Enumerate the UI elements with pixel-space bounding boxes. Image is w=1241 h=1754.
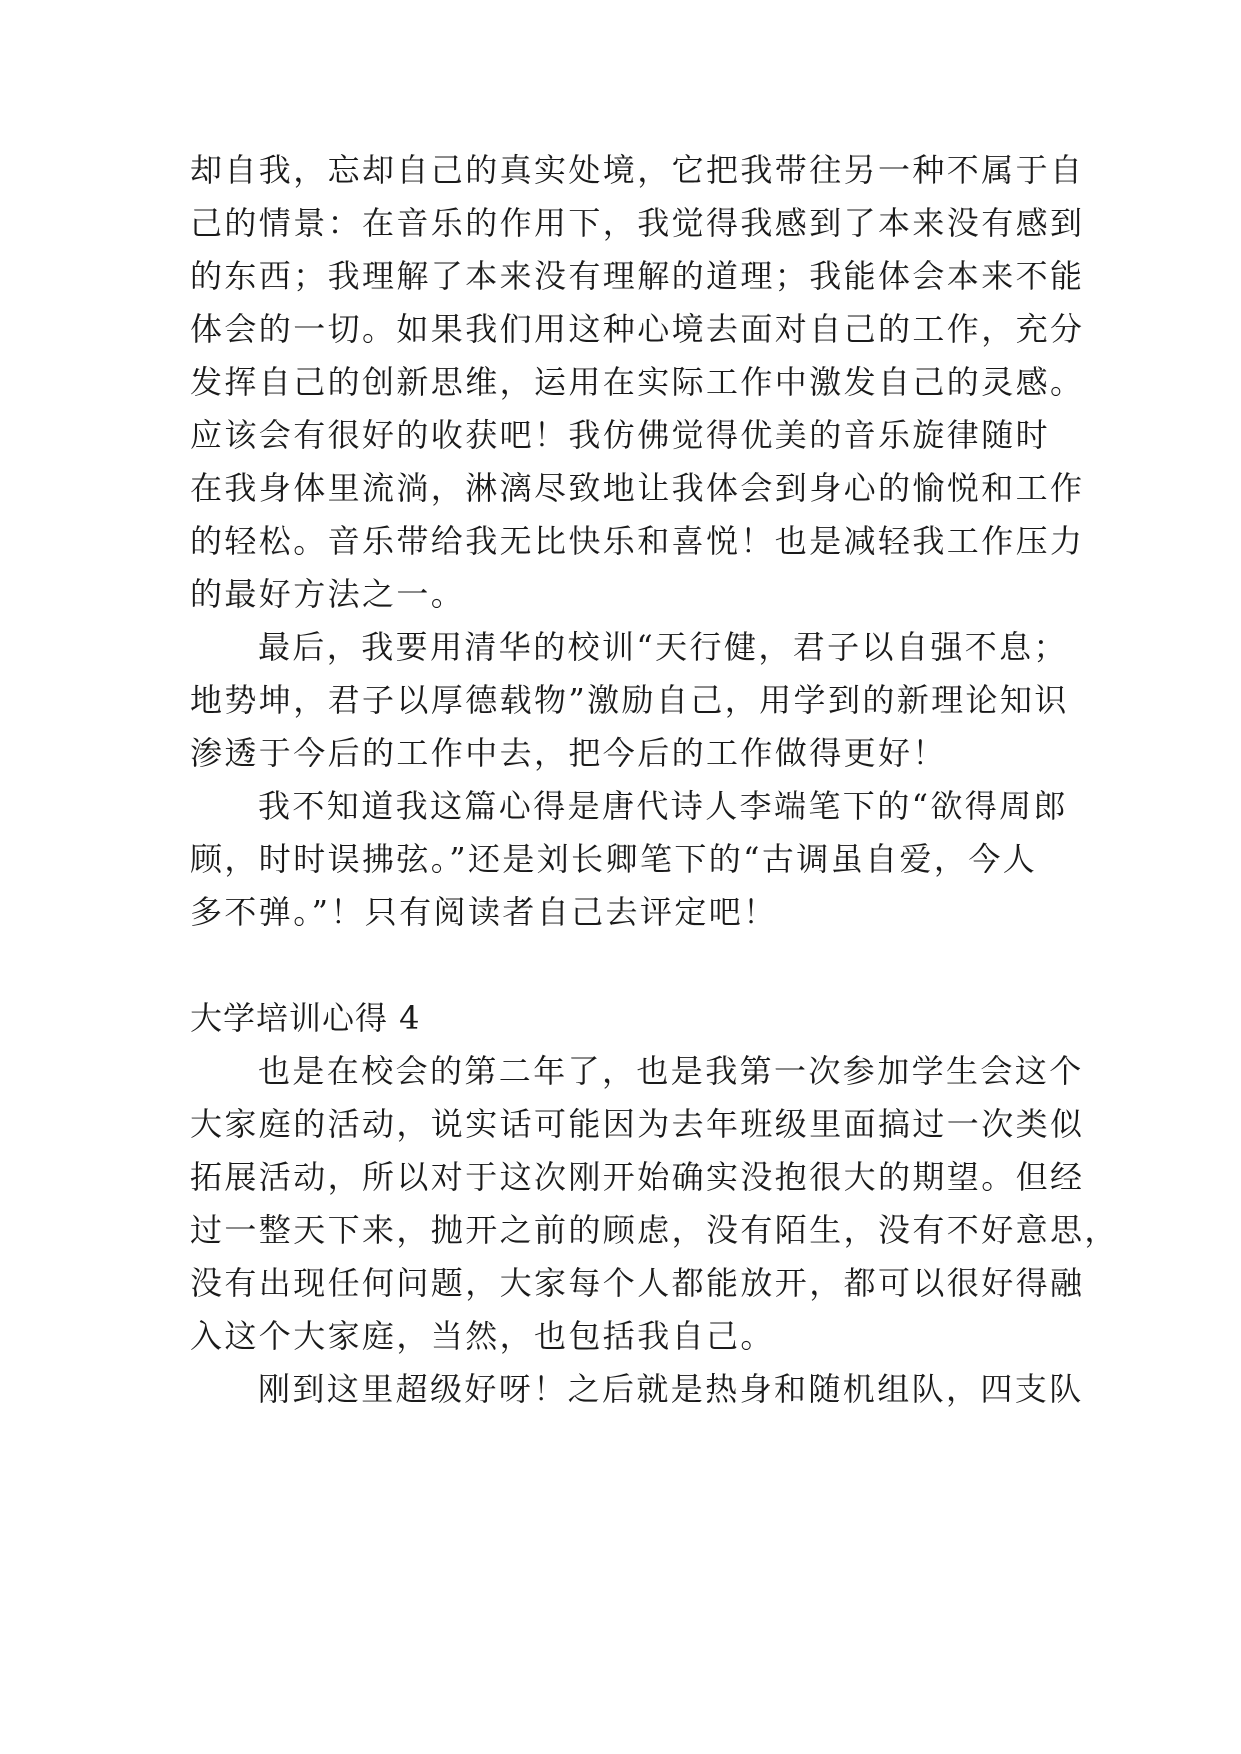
paragraph-line: 没有出现任何问题，大家每个人都能放开，都可以很好得融 xyxy=(190,1264,1085,1302)
paragraph-line: 入这个大家庭，当然，也包括我自己。 xyxy=(190,1317,775,1355)
paragraph-line: 我不知道我这篇心得是唐代诗人李端笔下的“欲得周郎 xyxy=(258,787,1068,825)
paragraph-line: 的东西；我理解了本来没有理解的道理；我能体会本来不能 xyxy=(190,257,1085,295)
paragraph-line: 己的情景：在音乐的作用下，我觉得我感到了本来没有感到 xyxy=(190,204,1085,242)
paragraph-line: 过一整天下来，抛开之前的顾虑，没有陌生，没有不好意思， xyxy=(190,1211,1119,1249)
paragraph-line: 拓展活动，所以对于这次刚开始确实没抱很大的期望。但经 xyxy=(190,1158,1085,1196)
paragraph-line: 的最好方法之一。 xyxy=(190,575,466,613)
paragraph-line: 却自我，忘却自己的真实处境，它把我带往另一种不属于自 xyxy=(190,151,1085,189)
section-heading: 大学培训心得 4 xyxy=(190,999,421,1037)
paragraph-line: 渗透于今后的工作中去，把今后的工作做得更好！ xyxy=(190,734,947,772)
paragraph-line: 顾，时时误拂弦。”还是刘长卿笔下的“古调虽自爱，今人 xyxy=(190,840,1038,878)
paragraph-line: 也是在校会的第二年了，也是我第一次参加学生会这个 xyxy=(258,1052,1084,1090)
paragraph-line: 地势坤，君子以厚德载物”激励自己，用学到的新理论知识 xyxy=(190,681,1069,719)
paragraph-line: 在我身体里流淌，淋漓尽致地让我体会到身心的愉悦和工作 xyxy=(190,469,1085,507)
paragraph-line: 应该会有很好的收获吧！我仿佛觉得优美的音乐旋律随时 xyxy=(190,416,1051,454)
paragraph-line: 刚到这里超级好呀！之后就是热身和随机组队，四支队 xyxy=(258,1370,1084,1408)
paragraph-line: 发挥自己的创新思维，运用在实际工作中激发自己的灵感。 xyxy=(190,363,1085,401)
paragraph-line: 的轻松。音乐带给我无比快乐和喜悦！也是减轻我工作压力 xyxy=(190,522,1085,560)
paragraph-line: 最后，我要用清华的校训“天行健，君子以自强不息； xyxy=(258,628,1068,666)
paragraph-line: 体会的一切。如果我们用这种心境去面对自己的工作，充分 xyxy=(190,310,1085,348)
paragraph-line: 大家庭的活动，说实话可能因为去年班级里面搞过一次类似 xyxy=(190,1105,1085,1143)
paragraph-line: 多不弹。”！只有阅读者自己去评定吧！ xyxy=(190,893,778,931)
